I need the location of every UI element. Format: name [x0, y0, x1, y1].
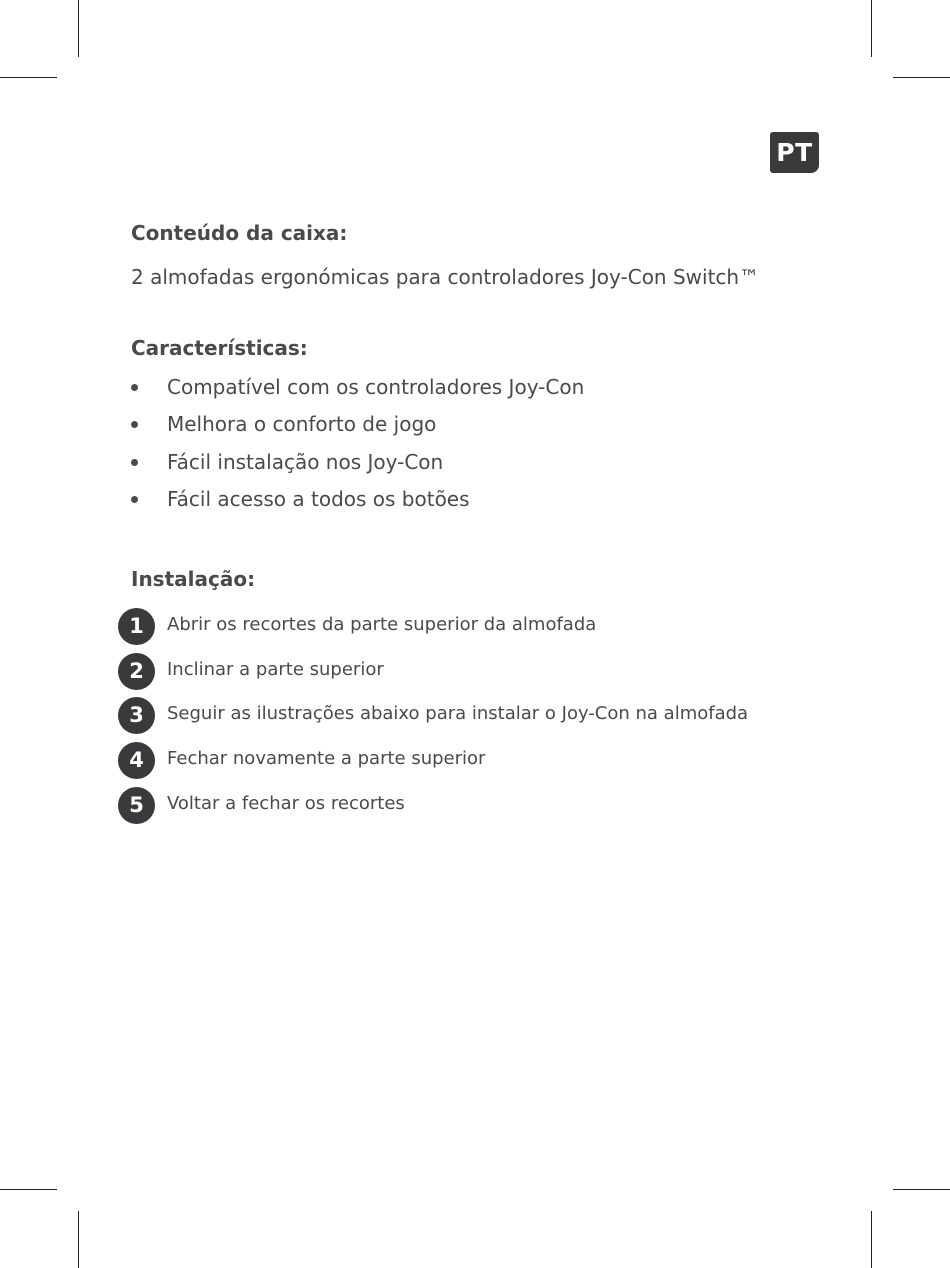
feature-text: Fácil acesso a todos os botões	[167, 486, 470, 511]
step-text: Inclinar a parte superior	[167, 658, 384, 680]
crop-mark-top-right-vertical	[871, 0, 872, 57]
language-badge: PT	[770, 132, 819, 173]
feature-text: Fácil instalação nos Joy-Con	[167, 449, 444, 474]
crop-mark-top-left-vertical	[78, 0, 79, 57]
step-number-badge: 3	[118, 697, 155, 734]
step-number-badge: 1	[118, 608, 155, 645]
step-text: Seguir as ilustrações abaixo para instalar o Joy-Con na almofada	[167, 703, 749, 725]
box-contents-text: 2 almofadas ergonómicas para controladores Joy-Con Switch™	[131, 265, 760, 289]
step-number-badge: 5	[118, 787, 155, 824]
step-text: Fechar novamente a parte superior	[167, 748, 486, 770]
bullet-icon	[131, 459, 138, 466]
feature-text: Melhora o conforto de jogo	[167, 412, 437, 437]
crop-mark-top-left-horizontal	[0, 77, 57, 78]
bullet-icon	[131, 421, 138, 428]
crop-mark-bottom-left-vertical	[78, 1211, 79, 1268]
bullet-icon	[131, 384, 138, 391]
crop-mark-bottom-right-horizontal	[893, 1189, 950, 1190]
step-text: Abrir os recortes da parte superior da almofada	[167, 614, 597, 635]
bullet-icon	[131, 496, 138, 503]
box-contents-heading: Conteúdo da caixa:	[131, 221, 348, 245]
step-number-badge: 2	[118, 653, 155, 690]
feature-text: Compatível com os controladores Joy-Con	[167, 375, 585, 399]
features-heading: Características:	[131, 336, 308, 360]
step-number-badge: 4	[118, 742, 155, 779]
step-text: Voltar a fechar os recortes	[167, 792, 405, 814]
crop-mark-bottom-left-horizontal	[0, 1189, 57, 1190]
crop-mark-bottom-right-vertical	[871, 1211, 872, 1268]
crop-mark-top-right-horizontal	[893, 77, 950, 78]
installation-heading: Instalação:	[131, 567, 256, 591]
